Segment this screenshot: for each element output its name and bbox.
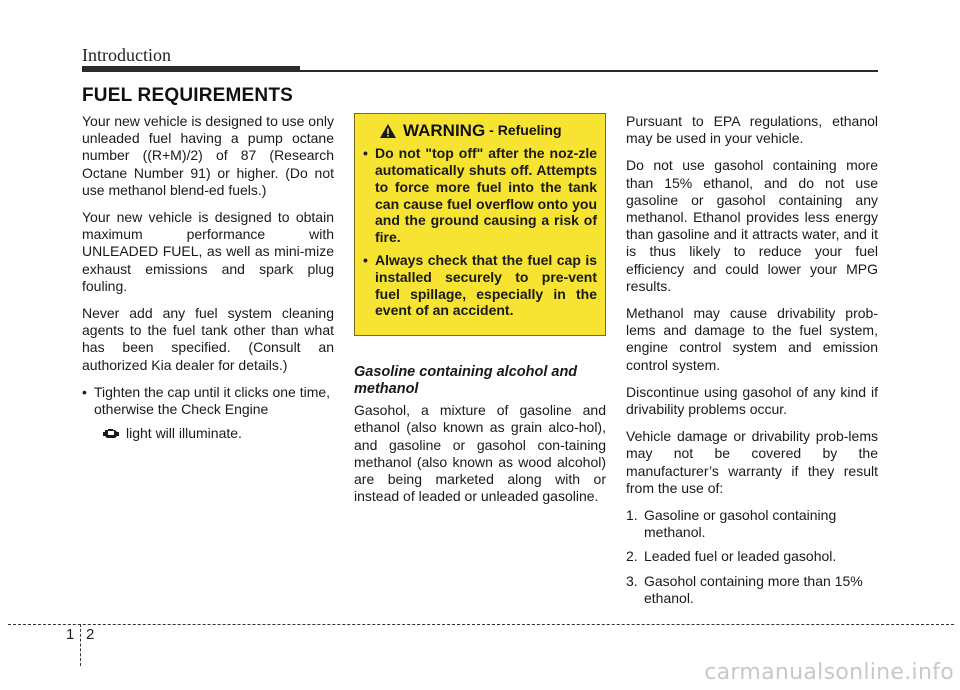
warning-header (379, 122, 597, 139)
numbered-item (626, 548, 878, 565)
warning-bullet (363, 145, 597, 246)
fuel-cap-bullet-continuation (82, 425, 334, 442)
warning-label: WARNING (403, 121, 486, 140)
fuel-cap-bullet (82, 384, 334, 418)
fuel-cap-bullet-text-end: light will illuminate. (126, 425, 242, 442)
column-1 (82, 113, 334, 442)
watermark: carmanualsonline.info (704, 660, 954, 685)
warning-bullet-mark: • (363, 145, 368, 162)
check-engine-icon (102, 427, 120, 439)
column-2 (354, 113, 606, 515)
item-text: Gasohol containing more than 15% ethanol. (644, 572, 863, 606)
warning-bullet-text: Always check that the fuel cap is installed securely to pre-vent fuel spillage, especially in the event of an accident. (375, 251, 597, 319)
warning-bullet-mark: • (363, 251, 368, 268)
header-title: Introduction (82, 45, 171, 65)
warranty-paragraph: Vehicle damage or drivability prob-lems may not be covered by the manufacturer’s warranty if they result from the use of: (626, 428, 878, 496)
footer-dashed-rule (8, 624, 954, 625)
cleaning-agents-paragraph: Never add any fuel system cleaning agents to the fuel tank other than what has been specified. (Consult an authorized Kia dealer for details.) (82, 305, 334, 373)
warning-triangle-icon (379, 123, 397, 139)
ethanol-limit-paragraph: Do not use gasohol containing more than 15% ethanol, and do not use gasoline or gasohol containing any methanol. Ethanol provides less energy than gasoline and it attracts water, and it is thus likely to reduce your fuel efficiency and could lower your MPG results. (626, 157, 878, 294)
warning-bullet-text: Do not "top off" after the noz-zle automatically shuts off. Attempts to force more fuel into the tank can cause fuel overflow onto you and the ground causing a risk of fire. (375, 145, 597, 246)
fuel-cap-bullet-text-start: Tighten the cap until it clicks one time, otherwise the Check Engine (94, 383, 331, 418)
item-number: 2. (626, 548, 638, 565)
chapter-number: 1 (66, 626, 75, 643)
item-number: 3. (626, 572, 638, 589)
epa-paragraph: Pursuant to EPA regulations, ethanol may be used in your vehicle. (626, 113, 878, 147)
fuel-cap-bullet-text (94, 384, 334, 418)
footer-vertical-dashed-rule (80, 624, 81, 666)
warning-box (354, 113, 606, 336)
header-rule-thick (82, 66, 300, 72)
bullet-mark: • (82, 383, 87, 400)
alcohol-subheading: Gasoline containing alcohol and methanol (354, 364, 578, 398)
page-number: 2 (86, 626, 95, 643)
numbered-item (626, 507, 878, 541)
item-number: 1. (626, 507, 638, 524)
column-3 (626, 113, 878, 614)
warning-bullet (363, 252, 597, 319)
item-text: Gasoline or gasohol containing methanol. (644, 507, 837, 541)
methanol-damage-paragraph: Methanol may cause drivability prob-lems and damage to the fuel system, engine control system and emission control system. (626, 305, 878, 373)
warning-sublabel: - Refueling (489, 122, 562, 138)
header-rule-thin (300, 70, 878, 72)
numbered-item (626, 573, 878, 607)
gasohol-paragraph: Gasohol, a mixture of gasoline and ethanol (also known as grain alco-hol), and gasoline or gasohol con-taining methanol (also known as wood alcohol) are being marketed along with or instead of leaded or unleaded gasoline. (354, 402, 606, 505)
item-text: Leaded fuel or leaded gasohol. (644, 548, 837, 565)
discontinue-paragraph: Discontinue using gasohol of any kind if drivability problems occur. (626, 383, 878, 418)
fuel-octane-paragraph: Your new vehicle is designed to use only unleaded fuel having a pump octane number ((R+M)/2) of 87 (Research Octane Number 91) or higher. (Do not use methanol blend-ed fuels.) (82, 113, 334, 198)
section-title: FUEL REQUIREMENTS (82, 85, 294, 106)
unleaded-fuel-paragraph: Your new vehicle is designed to obtain maximum performance with UNLEADED FUEL, as well as mini-mize exhaust emissions and spark plug fouling. (82, 209, 334, 294)
